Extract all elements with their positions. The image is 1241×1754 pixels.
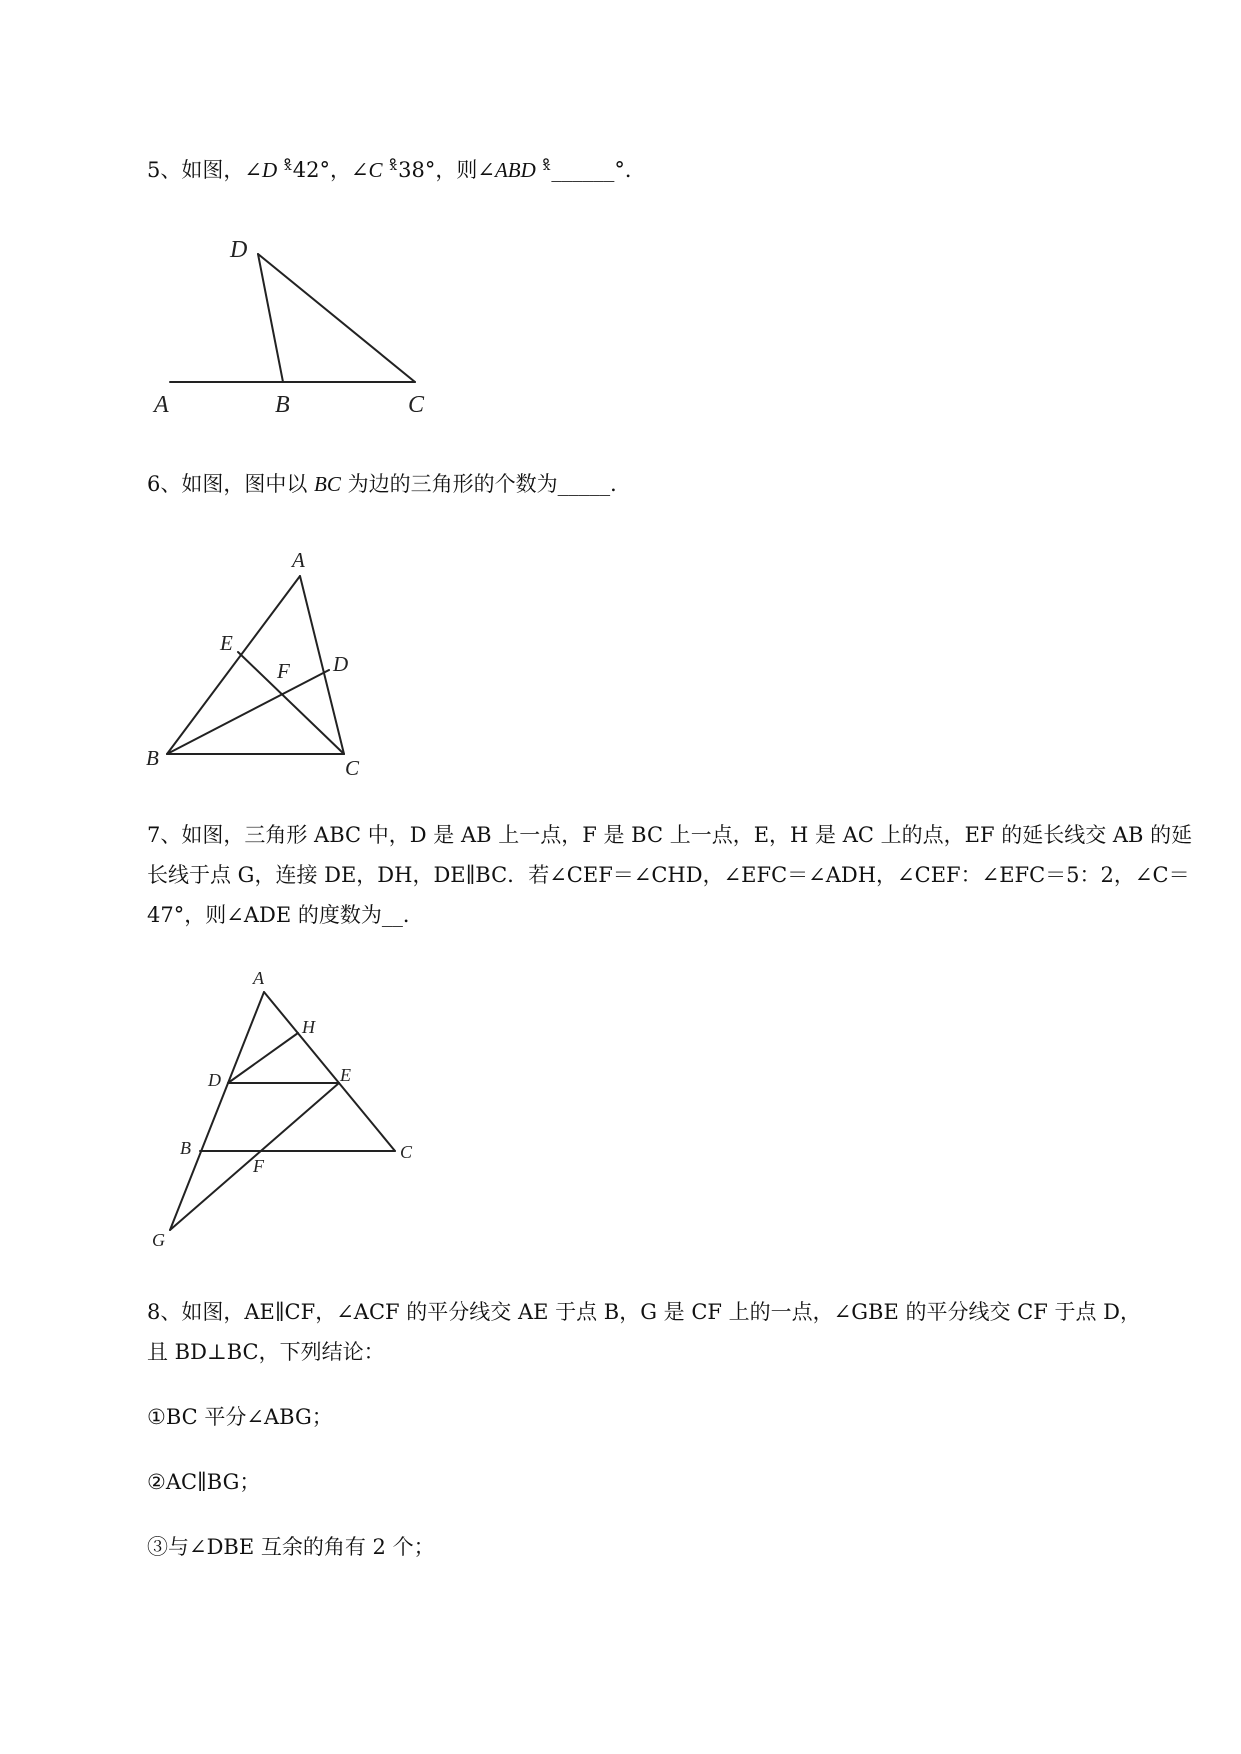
q6-suffix: 为边的三角形的个数为_____．: [340, 472, 632, 496]
q5-line-db: [258, 254, 283, 382]
q7-figure: [140, 965, 440, 1265]
q5-value-d: ˣ̊42°，: [277, 158, 351, 182]
q6-label-b: B: [146, 746, 159, 770]
q5-angle-d: ∠D: [244, 158, 278, 182]
q6-label-a: A: [292, 548, 305, 572]
q8-item-3: ③与∠DBE 互余的角有 2 个；: [147, 1535, 435, 1559]
q7-line-ac: [264, 992, 395, 1151]
q7-label-g: G: [152, 1230, 165, 1250]
q8-item-1: ①BC 平分∠ABG；: [147, 1405, 333, 1429]
q5-line-dc: [258, 254, 415, 382]
q6-label-c: C: [345, 756, 360, 780]
q5-label-b: B: [275, 392, 290, 418]
q8-line-1: 8、如图，AE∥CF，∠ACF 的平分线交 AE 于点 B，G 是 CF 上的一点，∠GBE 的平分线交 CF 于点 D，: [147, 1300, 1141, 1324]
q5-angle-c: ∠C: [350, 158, 383, 182]
q5-label-d: D: [230, 237, 248, 263]
q6-figure: [140, 545, 400, 785]
q5-number: 5、如图，: [147, 158, 245, 182]
q7-line-1: 7、如图，三角形 ABC 中，D 是 AB 上一点，F 是 BC 上一点，E，H 是 AC 上的点，EF 的延长线交 AB 的延: [147, 823, 1193, 847]
q7-label-f: F: [253, 1156, 264, 1176]
q5-label-c: C: [408, 392, 425, 418]
q7-label-e: E: [340, 1065, 351, 1085]
q7-label-h: H: [302, 1017, 315, 1037]
q5-angle-abd: ∠ABD: [477, 158, 536, 182]
q7-line-ag: [170, 992, 264, 1230]
q7-label-c: C: [400, 1142, 413, 1162]
q8-line-2: 且 BD⊥BC，下列结论：: [147, 1340, 385, 1364]
q5-label-a: A: [154, 392, 169, 418]
q5-text: [147, 155, 646, 185]
q6-label-f: F: [277, 659, 290, 683]
q5-figure: [140, 225, 460, 425]
q7-label-d: D: [208, 1070, 221, 1090]
q7-label-b: B: [180, 1138, 191, 1158]
q7-line-2: 长线于点 G，连接 DE，DH，DE∥BC．若∠CEF＝∠CHD，∠EFC＝∠ADH，∠CEF：∠EFC＝5：2，∠C＝: [147, 863, 1190, 887]
q6-bc: BC: [314, 472, 341, 496]
q8-item-2: ②AC∥BG；: [147, 1470, 261, 1494]
q6-line-ce: [238, 652, 344, 754]
q6-text: [147, 469, 631, 499]
q5-blank: ˣ̊______°．: [535, 158, 646, 182]
q6-prefix: 6、如图，图中以: [147, 472, 315, 496]
q6-label-d: D: [333, 652, 349, 676]
q6-line-bd: [167, 670, 329, 754]
q5-value-c: ˣ̊38°，则: [382, 158, 478, 182]
q6-label-e: E: [220, 631, 233, 655]
q7-line-3: 47°，则∠ADE 的度数为__．: [147, 903, 424, 927]
q7-label-a: A: [253, 968, 264, 988]
